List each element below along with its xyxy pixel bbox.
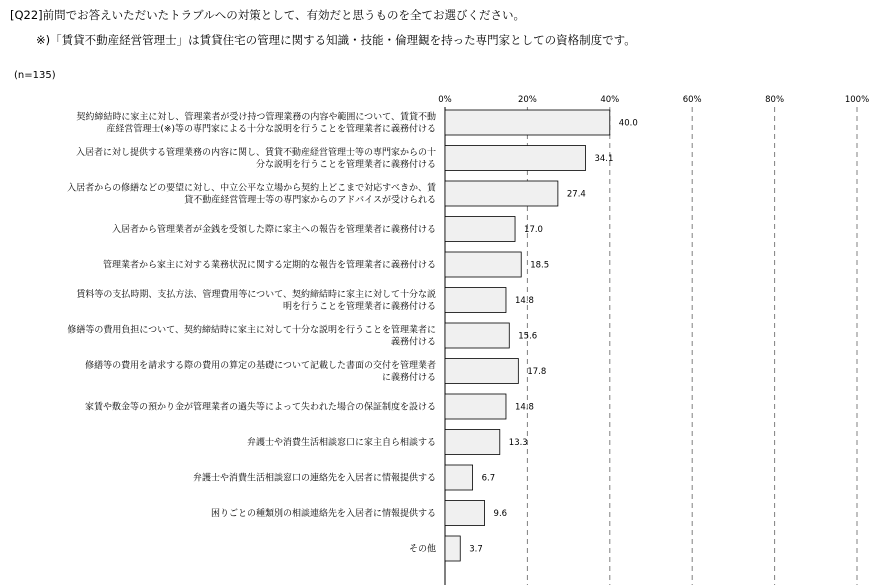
sample-size: (n=135) [14,70,56,81]
x-tick-label: 80% [765,95,785,105]
category-label: その他 [408,544,436,555]
category-label: 修繕等の費用を請求する際の費用の算定の基礎について記載した書面の交付を管理業者 [85,361,436,371]
bar [445,359,518,384]
category-label: 修繕等の費用負担について、契約締結時に家主に対して十分な説明を行うことを管理業者に [67,325,436,336]
category-label: 明を行うことを管理業者に義務付ける [282,302,436,312]
category-label: 入居者からの修繕などの要望に対し、中立公平な立場から契約上どこまで対応すべきか、賃 [67,183,436,194]
category-label: 入居者から管理業者が金銭を受領した際に家主への報告を管理業者に義務付ける [111,225,436,235]
x-tick-label: 60% [682,95,702,105]
category-label: 家賃や敷金等の預かり金が管理業者の過失等によって失われた場合の保証制度を設ける [84,402,436,413]
category-label: に義務付ける [381,373,436,383]
bar [445,536,460,561]
category-label: 賃料等の支払時期、支払方法、管理費用等について、契約締結時に家主に対して十分な説 [76,290,436,300]
bar [445,217,515,242]
bar [445,501,485,526]
category-label: 義務付ける [390,337,436,348]
bar-value-label: 34.1 [594,154,614,164]
bar [445,394,506,419]
bar [445,288,506,313]
bar-value-label: 17.8 [527,367,547,377]
bar-value-label: 6.7 [481,473,496,484]
category-label: 管理業者から家主に対する業務状況に関する定期的な報告を管理業者に義務付ける [102,260,436,271]
category-label: 弁護士や消費生活相談窓口に家主自ら相談する [246,438,436,448]
bar-value-label: 14.8 [514,296,534,306]
bar-value-label: 27.4 [566,189,586,200]
x-tick-label: 100% [844,95,870,105]
category-label: 分な説明を行うことを管理業者に義務付ける [255,160,436,170]
bar-value-label: 9.6 [493,509,508,519]
question-note: ※)「賃貸不動産経営管理士」は賃貸住宅の管理に関する知識・技能・倫理観を持った専門家としての資格制度です。 [36,33,636,47]
bar-value-label: 18.5 [530,260,550,271]
bar [445,323,509,348]
category-label: 産経営管理士(※)等の専門家による十分な説明を行うことを管理業者に義務付ける [106,124,436,135]
bar-value-label: 17.0 [524,225,543,235]
bar [445,146,585,171]
bar [445,181,558,206]
bar-value-label: 15.6 [518,331,538,342]
bar [445,110,610,135]
bar-value-label: 14.8 [514,402,534,413]
x-tick-label: 0% [438,95,452,105]
bar-value-label: 40.0 [618,118,638,129]
bar [445,430,500,455]
category-label: 弁護士や消費生活相談窓口の連絡先を入居者に情報提供する [192,473,436,484]
category-label: 契約締結時に家主に対し、管理業者が受け持つ管理業務の内容や範囲について、賃貸不動 [76,112,436,123]
x-tick-label: 40% [600,95,620,105]
category-label: 貸不動産経営管理士等の専門家からのアドバイスが受けられる [184,195,436,206]
category-label: 困りごとの種類別の相談連絡先を入居者に情報提供する [210,509,436,519]
bar-value-label: 13.3 [508,438,528,448]
bar-value-label: 3.7 [469,544,483,555]
x-tick-label: 20% [517,95,537,105]
category-label: 入居者に対し提供する管理業務の内容に関し、賃貸不動産経営管理士等の専門家からの十 [75,148,436,158]
bar [445,252,521,277]
bar [445,465,473,490]
question-title: [Q22]前問でお答えいただいたトラブルへの対策として、有効だと思うものを全てお選びください。 [10,8,525,22]
